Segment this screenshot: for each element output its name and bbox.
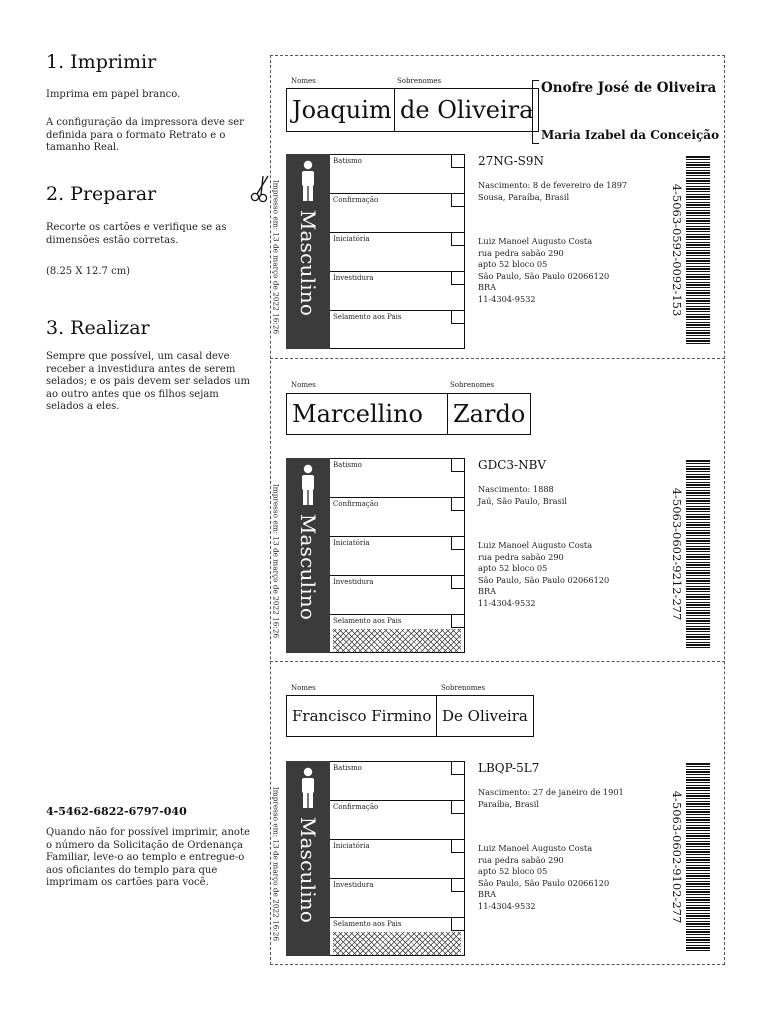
ordinance-checkbox: [451, 615, 464, 628]
ordinance-row: Investidura: [330, 879, 464, 918]
surname-label: Sobrenomes: [450, 381, 495, 389]
completed-hatch: [333, 932, 461, 955]
ordinance-checkbox: [451, 498, 464, 511]
ordinance-row: Selamento aos Pais: [330, 311, 464, 350]
ordinance-row: Batismo: [330, 762, 464, 801]
scissors-icon: [250, 174, 272, 204]
ordinance-table: [330, 458, 465, 653]
ordinance-row: Iniciatória: [330, 840, 464, 879]
given-name-label: Nomes: [291, 77, 316, 85]
sex-bar: [286, 458, 330, 653]
surname: de Oliveira: [394, 89, 538, 131]
ordinance-checkbox: [451, 194, 464, 207]
imprimir-heading: 1. Imprimir: [46, 51, 157, 73]
ordinance-checkbox: [451, 272, 464, 285]
ordinance-card: [270, 56, 725, 360]
ordinance-checkbox: [451, 311, 464, 324]
ordinance-row: Iniciatória: [330, 537, 464, 576]
sex-label: Masculino: [296, 817, 320, 924]
ordinance-checkbox: [451, 155, 464, 168]
imprimir-text: Imprima em papel branco.: [46, 89, 181, 100]
parents-connector: [526, 110, 532, 111]
preparar-dimensions: (8.25 X 12.7 cm): [46, 266, 131, 277]
request-number: 4-5462-6822-6797-040: [46, 805, 187, 818]
male-person-icon: [299, 767, 317, 809]
person-id: LBQP-5L7: [478, 761, 540, 775]
ordinance-row: Selamento aos Pais: [330, 615, 464, 654]
ordinance-checkbox: [451, 576, 464, 589]
surname: De Oliveira: [436, 696, 533, 736]
ordinance-checkbox: [451, 762, 464, 775]
completed-hatch: [333, 629, 461, 652]
barcode-number: 4-5063-0602-9102-277: [670, 790, 684, 924]
sex-label: Masculino: [296, 514, 320, 621]
ordinance-checkbox: [451, 459, 464, 472]
ordinance-row: Confirmação: [330, 801, 464, 840]
ordinance-table: [330, 761, 465, 956]
submitter-address: Luiz Manoel Augusto Costa rua pedra sabão 290 apto 52 bloco 05 São Paulo, São Paulo 02066120 BRA 11-4304-9532: [478, 236, 610, 304]
name-box: [286, 695, 534, 737]
name-box: [286, 393, 531, 435]
preparar-heading: 2. Preparar: [46, 183, 157, 205]
ordinance-row: Iniciatória: [330, 233, 464, 272]
parents-bracket: [532, 80, 539, 144]
ordinance-row: Batismo: [330, 155, 464, 194]
person-id: 27NG-S9N: [478, 154, 544, 168]
given-name-label: Nomes: [291, 381, 316, 389]
ordinance-table: [330, 154, 465, 349]
printed-date: Impresso em: 13 de março de 2022 16:26: [271, 786, 281, 941]
mother-name: Maria Izabel da Conceição: [541, 128, 720, 142]
ordinance-row: Confirmação: [330, 498, 464, 537]
ordinance-card: [270, 663, 725, 967]
ordinance-row: Confirmação: [330, 194, 464, 233]
ordinance-checkbox: [451, 918, 464, 931]
ordinance-row: Batismo: [330, 459, 464, 498]
ordinance-checkbox: [451, 801, 464, 814]
male-person-icon: [299, 160, 317, 202]
printed-date: Impresso em: 13 de março de 2022 16:26: [271, 483, 281, 638]
birth-info: Nascimento: 27 de janeiro de 1901 Paraíba, Brasil: [478, 787, 624, 809]
male-person-icon: [299, 464, 317, 506]
name-box: [286, 88, 539, 132]
ordinance-row: Investidura: [330, 576, 464, 615]
surname-label: Sobrenomes: [441, 684, 486, 692]
person-id: GDC3-NBV: [478, 458, 547, 472]
surname-label: Sobrenomes: [397, 77, 442, 85]
given-name: Joaquim: [292, 96, 392, 124]
request-text: Quando não for possível imprimir, anote o número da Solicitação de Ordenança Familiar, leve-o ao templo e entregue-o aos oficiantes do templo para que imprimam os cartões para você.: [46, 827, 250, 889]
ordinance-checkbox: [451, 840, 464, 853]
barcode: [666, 460, 710, 648]
ordinance-row: Investidura: [330, 272, 464, 311]
ordinance-checkbox: [451, 537, 464, 550]
submitter-address: Luiz Manoel Augusto Costa rua pedra sabão 290 apto 52 bloco 05 São Paulo, São Paulo 02066120 BRA 11-4304-9532: [478, 843, 610, 911]
barcode-bars: [686, 763, 710, 951]
given-name: Marcellino: [292, 400, 423, 428]
ordinance-checkbox: [451, 879, 464, 892]
barcode-bars: [686, 460, 710, 648]
realizar-heading: 3. Realizar: [46, 317, 150, 339]
given-name: Francisco Firmino: [292, 707, 432, 725]
realizar-text: Sempre que possível, um casal deve receber a investidura antes de serem selados; e os pais devem ser selados um ao outro antes que os filhos sejam selados a eles.: [46, 351, 251, 413]
ordinance-row: Selamento aos Pais: [330, 918, 464, 957]
ordinance-checkbox: [451, 233, 464, 246]
barcode: [666, 156, 710, 344]
preparar-text: Recorte os cartões e verifique se as dimensões estão corretas.: [46, 222, 227, 246]
imprimir-config-text: A configuração da impressora deve ser definida para o formato Retrato e o tamanho Real.: [46, 117, 244, 154]
birth-info: Nascimento: 8 de fevereiro de 1897 Sousa, Paraíba, Brasil: [478, 180, 628, 202]
surname: Zardo: [447, 394, 530, 434]
barcode: [666, 763, 710, 951]
sex-bar: [286, 154, 330, 349]
father-name: Onofre José de Oliveira: [541, 80, 717, 96]
ordinance-card: [270, 360, 725, 664]
barcode-number: 4-5063-0592-0092-153: [670, 183, 684, 317]
printed-date: Impresso em: 13 de março de 2022 16:26: [271, 179, 281, 334]
birth-info: Nascimento: 1888 Jaú, São Paulo, Brasil: [478, 484, 567, 506]
barcode-bars: [686, 156, 710, 344]
submitter-address: Luiz Manoel Augusto Costa rua pedra sabão 290 apto 52 bloco 05 São Paulo, São Paulo 02066120 BRA 11-4304-9532: [478, 540, 610, 608]
sex-label: Masculino: [296, 210, 320, 317]
sex-bar: [286, 761, 330, 956]
given-name-label: Nomes: [291, 684, 316, 692]
barcode-number: 4-5063-0602-9212-277: [670, 487, 684, 621]
